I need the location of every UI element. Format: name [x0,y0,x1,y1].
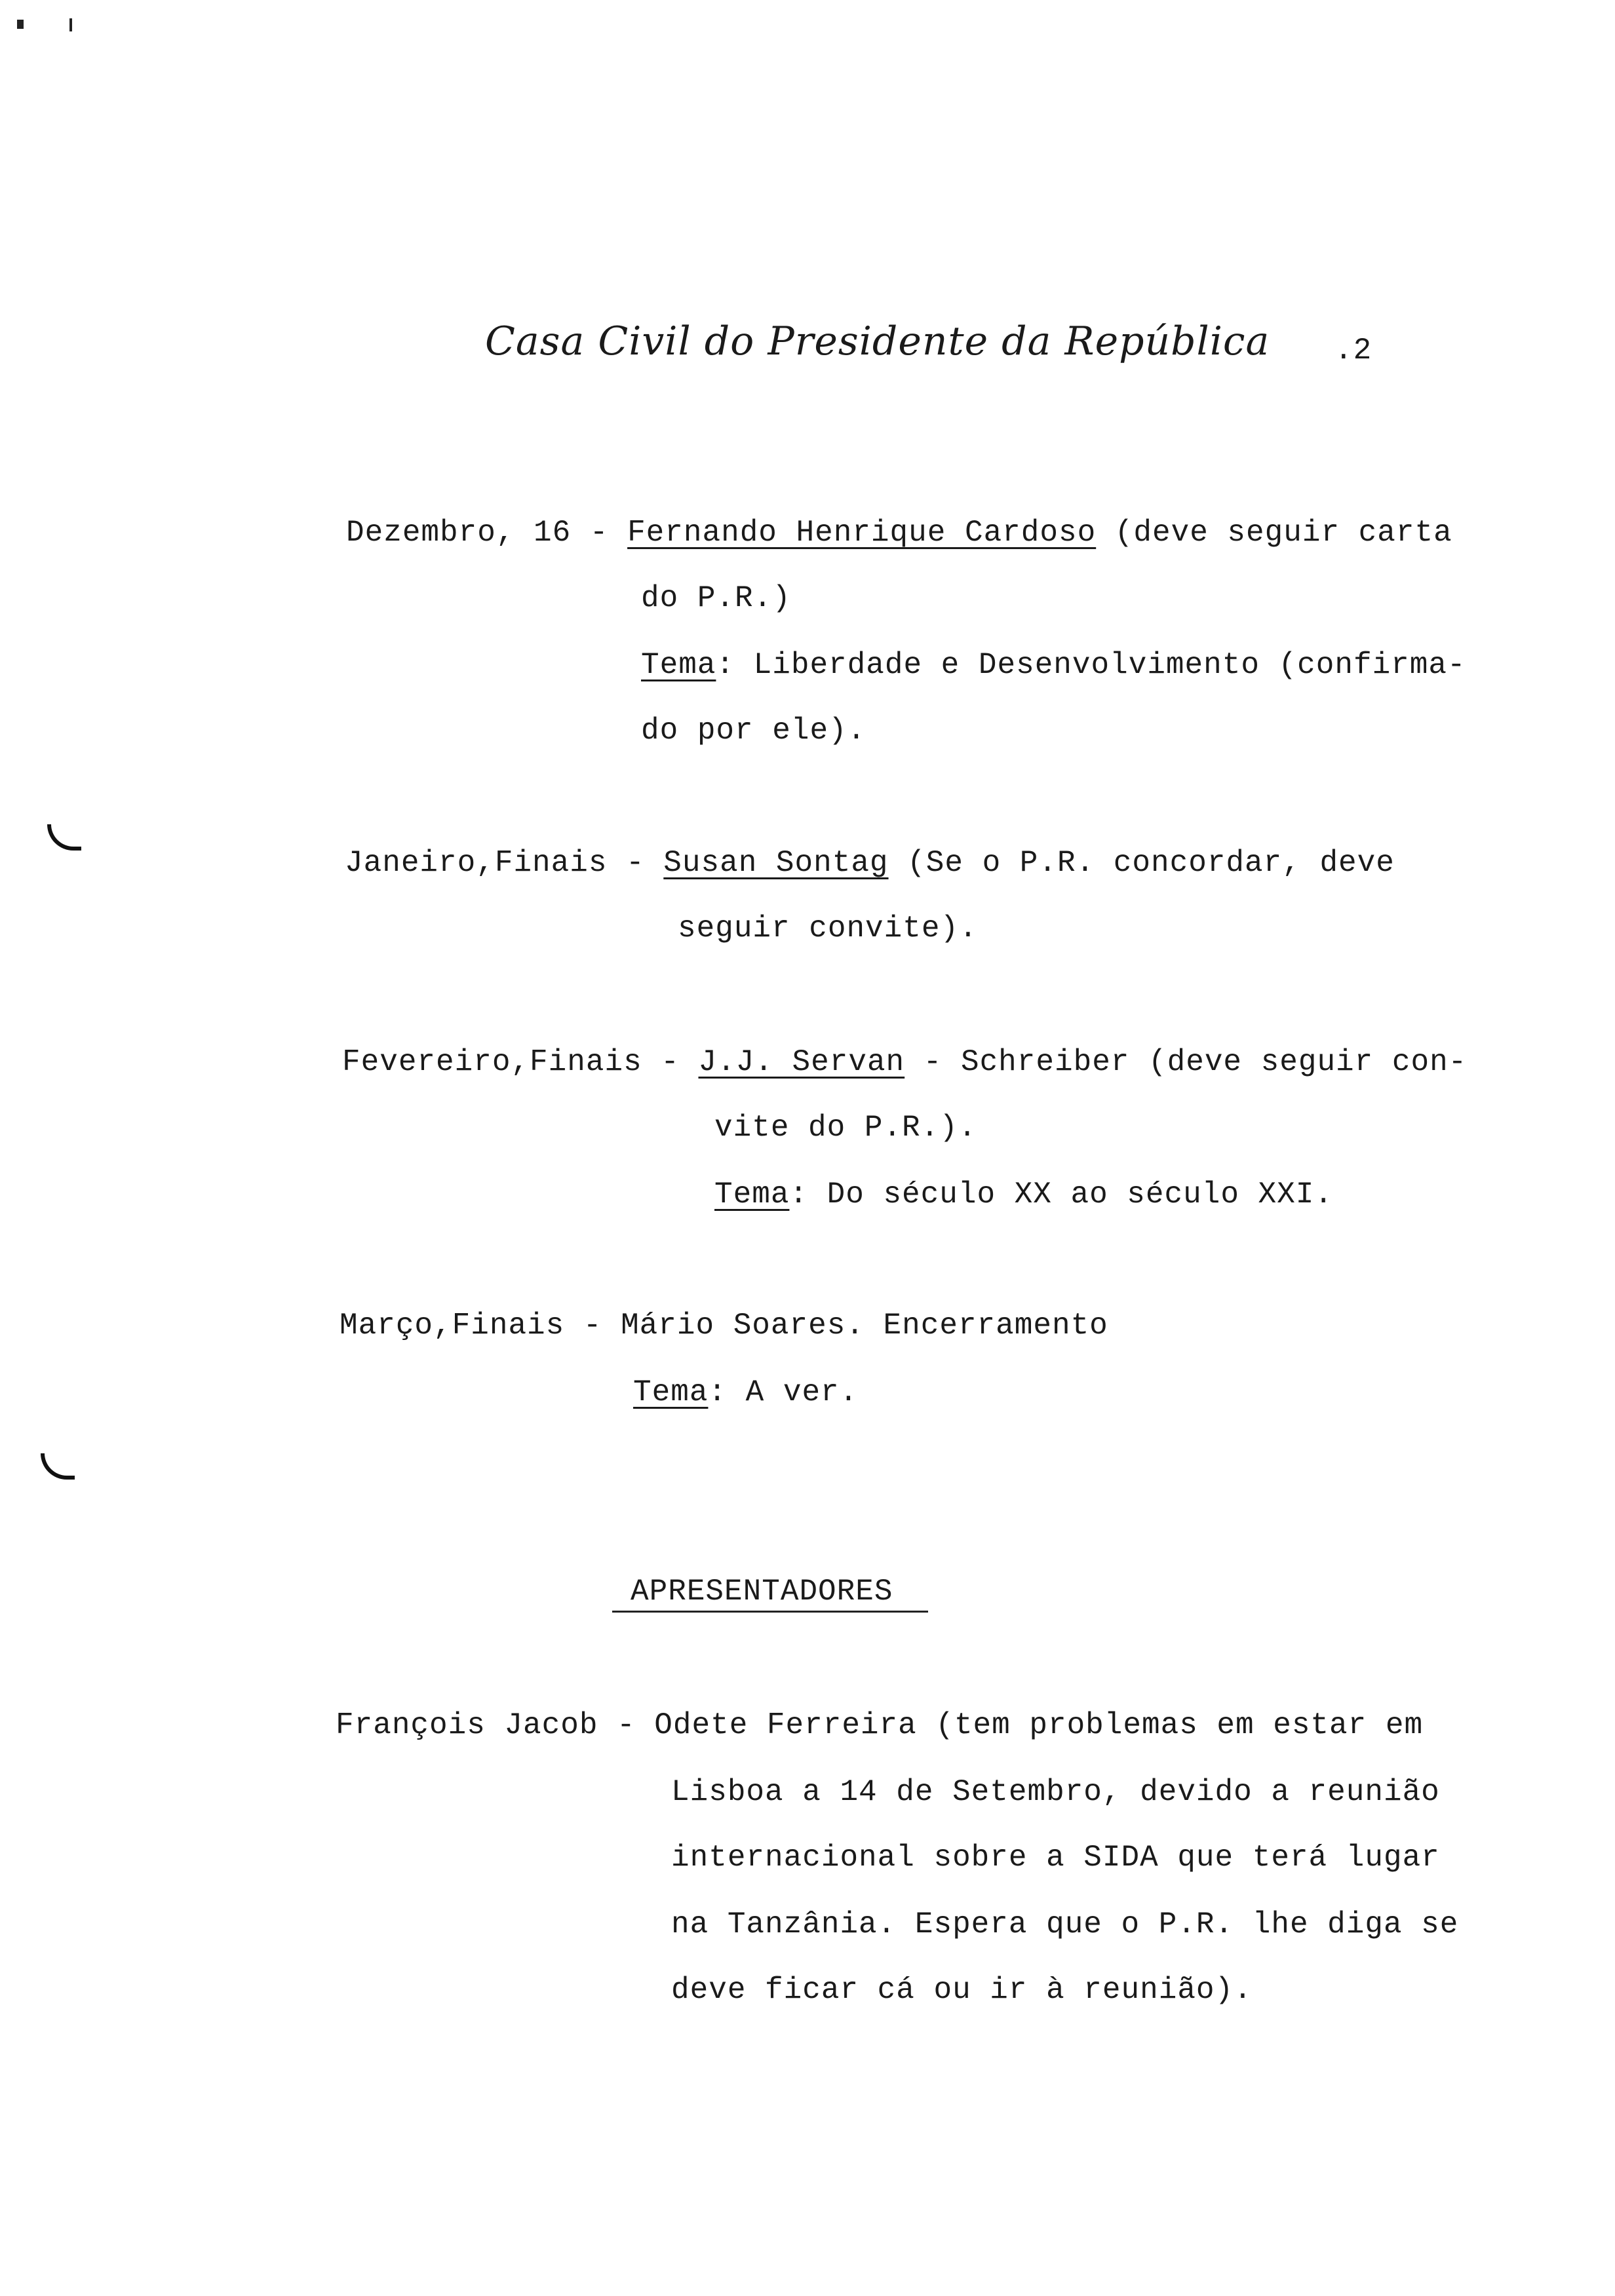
entry-janeiro-line1 [345,848,1395,878]
entry-marco-tema [633,1377,858,1407]
presenter-line-3: internacional sobre a SIDA que terá lugar [671,1841,1440,1875]
entry-dezembro-line2: do P.R.) [641,581,791,615]
tema-text: : Do século XX ao século XXI. [789,1177,1333,1212]
binder-mark [47,824,81,851]
heading-underline [612,1611,928,1613]
entry-note: (deve seguir carta [1096,516,1452,550]
page-number: .2 [1334,334,1372,368]
entry-fevereiro-line1 [342,1047,1467,1077]
entry-date: Dezembro, 16 - [346,516,628,550]
entry-fevereiro-tema [714,1179,1333,1210]
entry-date: Janeiro,Finais - [345,846,664,880]
entry-marco-line1: Março,Finais - Mário Soares. Encerramento [340,1309,1108,1343]
presenter-line-5: deve ficar cá ou ir à reunião). [671,1973,1253,2007]
tema-label: Tema [641,648,716,682]
entry-name: Fernando Henrique Cardoso [627,516,1097,550]
entry-fevereiro-line2: vite do P.R.). [714,1111,977,1145]
entry-dezembro-line4: do por ele). [641,714,866,748]
entry-janeiro-line2: seguir convite). [678,911,978,946]
entry-note: - Schreiber (deve seguir con- [905,1045,1468,1079]
tema-text: : Liberdade e Desenvolvimento (confirma- [716,648,1466,682]
tema-label: Tema [633,1375,709,1409]
entry-name: J.J. Servan [698,1045,905,1079]
entry-dezembro-line1 [346,518,1452,548]
section-heading: APRESENTADORES [631,1575,893,1609]
presenter-line-1: François Jacob - Odete Ferreira (tem problemas em estar em [336,1708,1424,1742]
presenter-line-4: na Tanzânia. Espera que o P.R. lhe diga se [671,1907,1459,1942]
tema-label: Tema [714,1177,790,1212]
entry-name: Susan Sontag [663,846,889,880]
binder-mark [41,1453,75,1480]
corner-mark [69,18,72,31]
corner-mark [17,20,24,29]
entry-date: Fevereiro,Finais - [342,1045,699,1079]
tema-text: : A ver. [708,1375,859,1409]
entry-dezembro-tema [641,650,1466,680]
letterhead: Casa Civil do Presidente da República [485,318,1270,364]
entry-note: (Se o P.R. concordar, deve [888,846,1395,880]
presenter-line-2: Lisboa a 14 de Setembro, devido a reunião [671,1775,1440,1809]
